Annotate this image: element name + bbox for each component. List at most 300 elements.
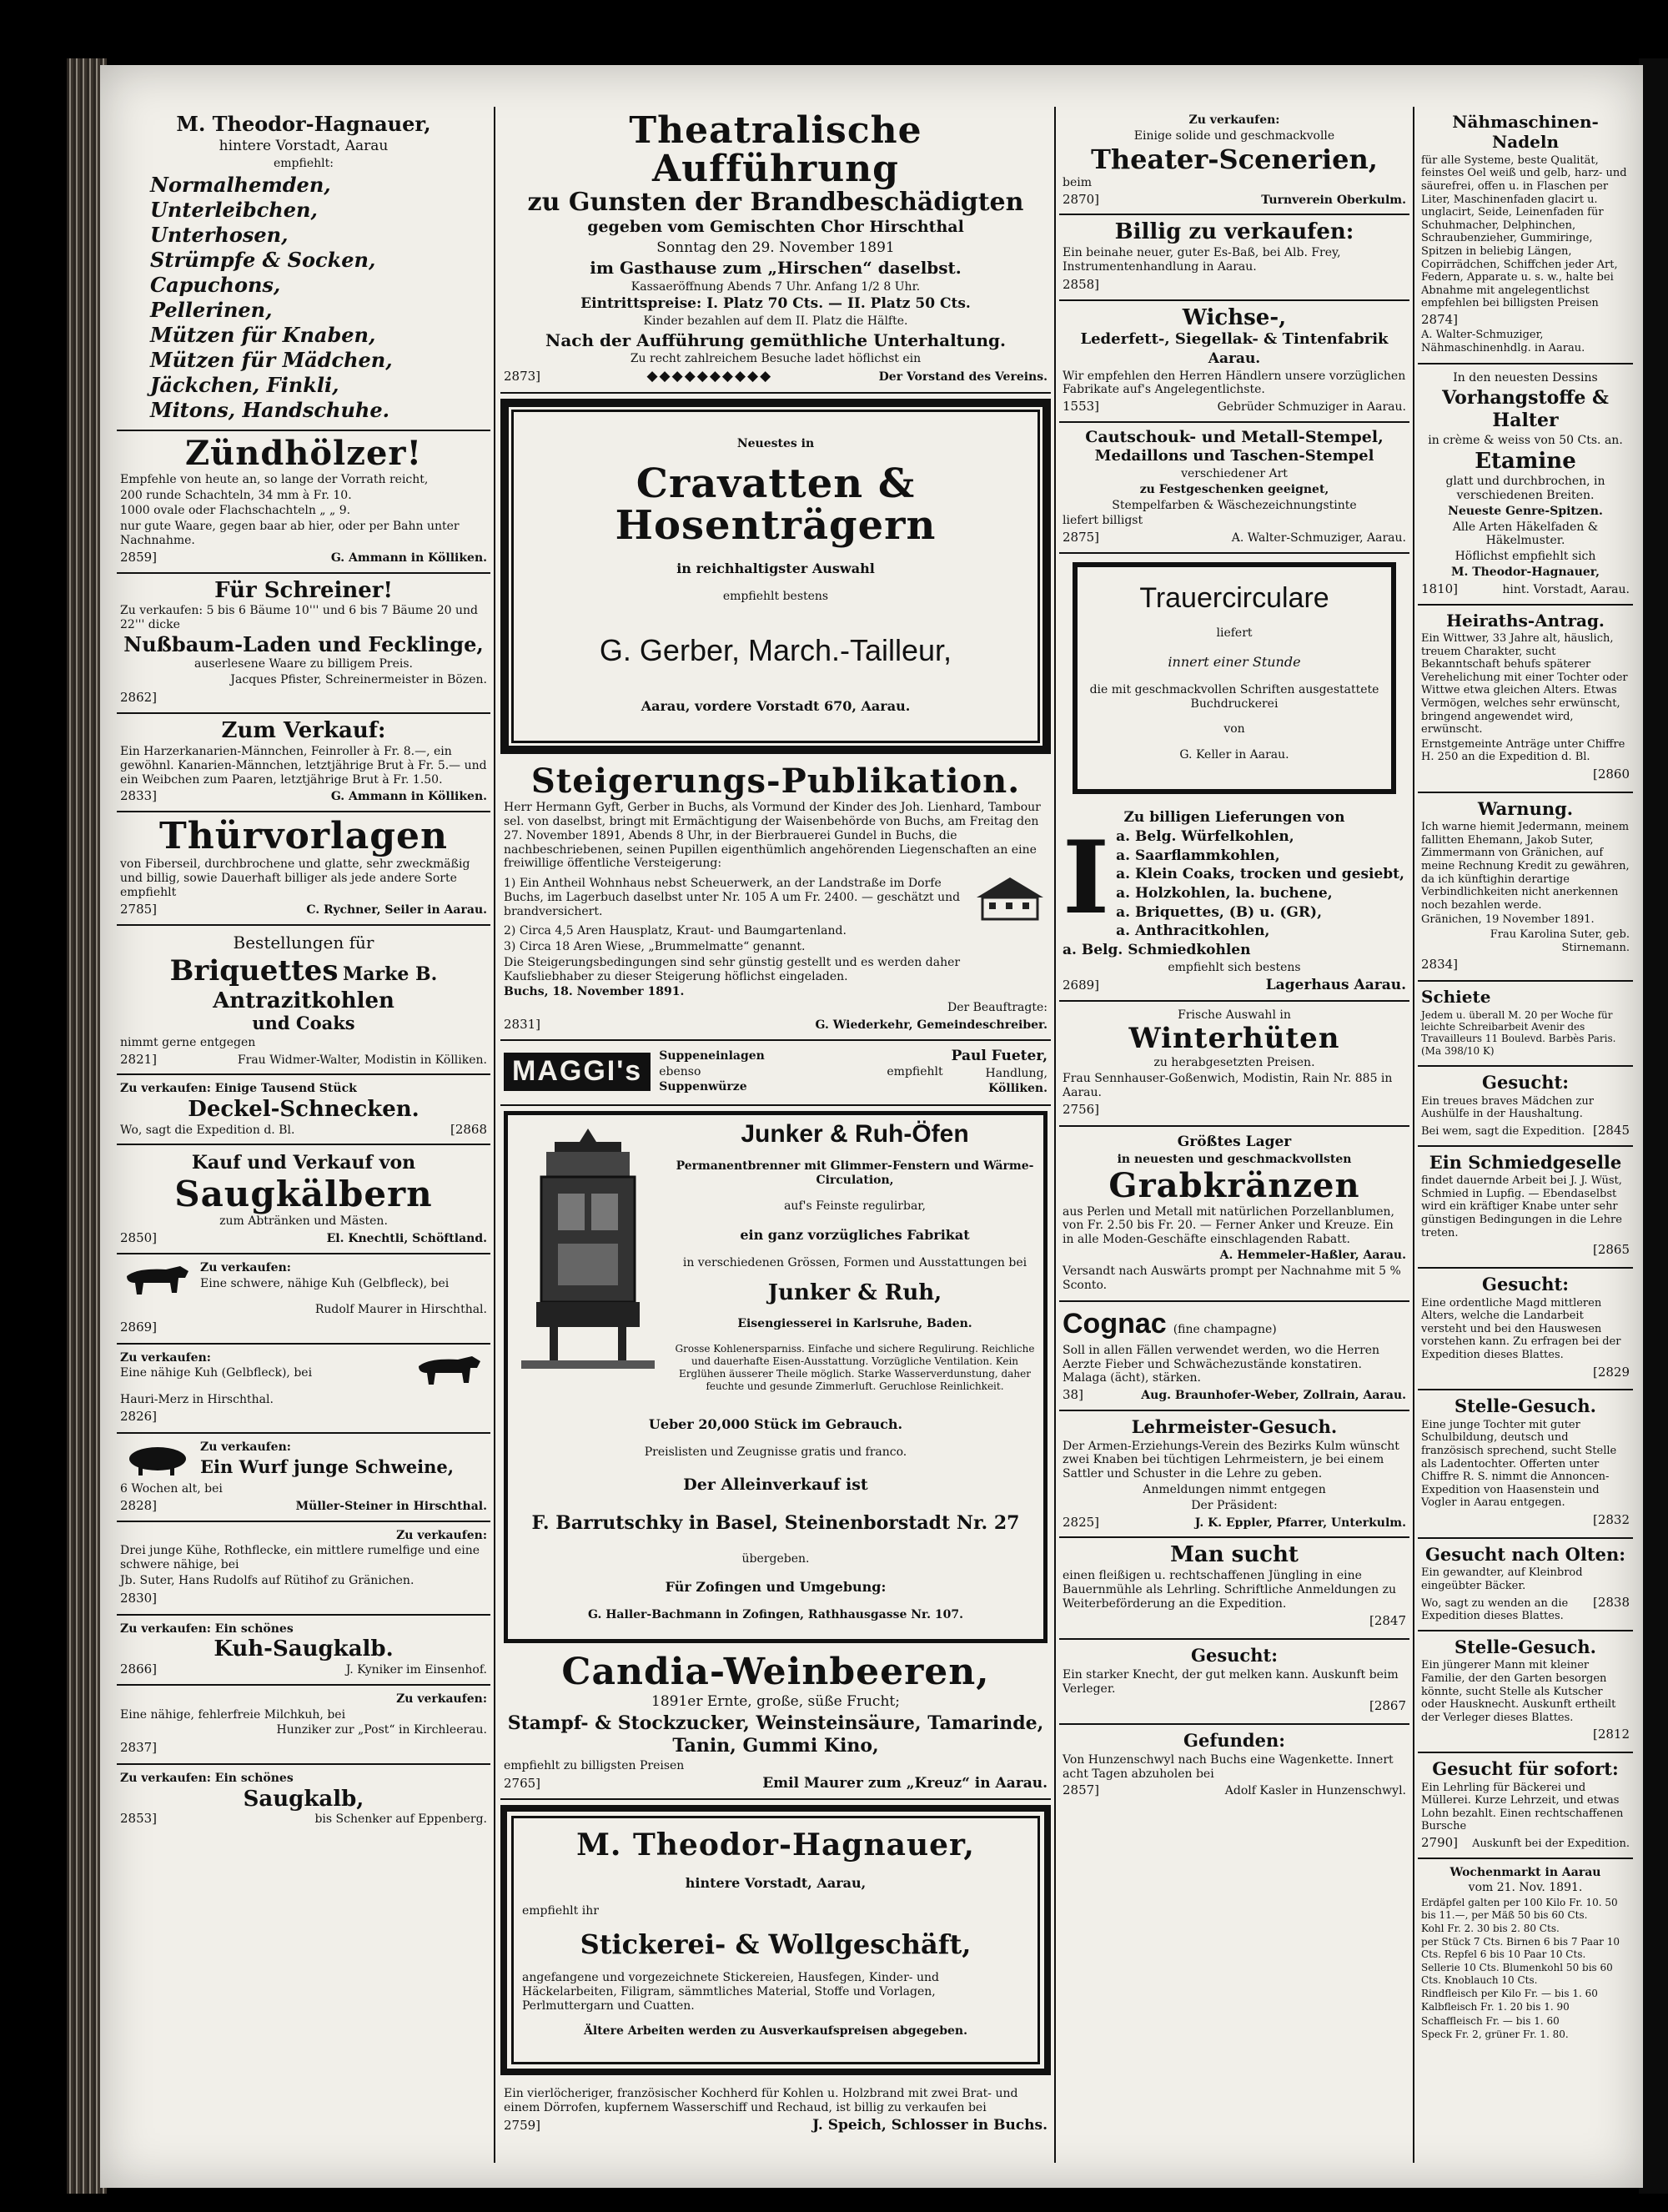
ad-number: 2870] [1063, 191, 1100, 207]
ad-text: 2) Circa 4,5 Aren Hausplatz, Kraut- und Baumgartenland. [504, 924, 847, 938]
ad-text: die mit geschmackvollen Schriften ausgestattete Buchdruckerei [1089, 682, 1379, 711]
ad-signature: G. Wiederkehr, Gemeindeschreiber. [815, 1018, 1048, 1033]
ad-thuervorlagen [117, 812, 490, 925]
ad-headline: Stickerei- & Wollgeschäft, [580, 1928, 972, 1960]
ad-title: M. Theodor-Hagnauer, [576, 1827, 975, 1863]
ad-text: Suppenwürze [659, 1080, 747, 1094]
ad-text: Permanentbrenner mit Glimmer-Fenstern und Wärme-Circulation, [676, 1159, 1034, 1187]
ad-stelle-gesuch [1418, 1390, 1633, 1539]
ad-text: Eine ordentliche Magd mittleren Alters, welche die Landarbeit versteht und bei den Hauswesen vorstehen kann. Zu erfragen bei der Expedition dieses Blattes. [1421, 1296, 1621, 1361]
column-2 [500, 107, 1051, 2163]
ad-text: Ein Lehrling für Bäckerei und Müllerei. Kurze Lehrzeit, und etwas Lohn bezahlt. Einen rechtschaffenen Bursche [1421, 1781, 1624, 1833]
ad-text: zu Festgeschenken geeignet, [1139, 482, 1329, 496]
ad-text: ebenso [659, 1064, 701, 1078]
ad-lehrmeister [1059, 1411, 1409, 1538]
ad-text: Ich warne hiemit Jedermann, meinem fallitten Ehemann, Jakob Suter, Zimmermann von Gränichen, auf meine Rechnung Kredit zu gewähren, da ich künftighin derartige Verbindlichkeiten nicht anerkennen noch bezahlen werde. [1421, 821, 1630, 912]
ad-text: Der Alleinverkauf ist [683, 1475, 868, 1494]
ad-text: nur gute Waare, gegen baar ab hier, oder per Bahn unter Nachnahme. [120, 520, 460, 547]
ad-number: 2833] [120, 788, 158, 804]
ad-winterhueten [1059, 1002, 1409, 1127]
ad-text: in neuesten und geschmackvollsten [1117, 1152, 1352, 1166]
ad-title: Steigerungs-Publikation. [530, 762, 1021, 802]
ad-number: 2821] [120, 1051, 158, 1067]
ad-text: Zu verkaufen: [396, 1692, 487, 1706]
ad-title: Junker & Ruh-Öfen [741, 1120, 969, 1149]
ad-theater: Theatralische Aufführung zu Gunsten der Brandbeschädigten gegeben vom Gemischten Chor Hirschthal Sonntag den 29. November 1891 im Gasthause zum „Hirschen“ daselbst. Kassaeröffnung Abends 7 Uhr. Anfang 1/2 8 Uhr. Eintrittspreise: I. Platz 70 Cts. — II. Platz 50 Cts. Kinder bezahlen auf dem II. Platz die Hälfte. Nach der Aufführung gemüthliche Unterhaltung. Zu recht zahlreichem Besuche ladet höflichst ein 2873] ◆◆◆◆◆◆◆◆◆◆ Der Vorstand des Vereins. [500, 107, 1051, 394]
ad-text: Wo, sagt die Expedition d. Bl. [120, 1123, 295, 1137]
maggi-logo: MAGGI's [504, 1053, 651, 1090]
ad-headline: Medaillons und Taschen-Stempel [1094, 447, 1374, 465]
ad-title: Schiete [1421, 986, 1491, 1007]
ad-text: Jedem u. überall M. 20 per Woche für leichte Schreibarbeit Avenir des Travailleurs 11 Boulevd. Barbès Paris. (Ma 398/10 K) [1421, 1008, 1616, 1057]
ad-signature: Hunziker zur „Post“ in Kirchleerau. [276, 1723, 487, 1737]
list-item: Mützen für Knaben, [150, 322, 376, 347]
ad-number: 1553] [1063, 399, 1100, 415]
ad-text: Alle Arten Häkelfaden & Häkelmuster. [1452, 520, 1599, 548]
ad-stelle-gesuch-2 [1418, 1631, 1633, 1753]
ad-man-sucht [1059, 1538, 1409, 1640]
ad-number: 2828] [120, 1497, 158, 1513]
ad-trauercirculare [1073, 562, 1396, 794]
ad-text: auf's Feinste regulirbar, [784, 1199, 926, 1213]
ad-title: Gesucht für sofort: [1432, 1758, 1619, 1780]
ad-number: 2689] [1063, 977, 1100, 993]
ad-title: Saugkälbern [174, 1174, 433, 1215]
ad-text: Zu verkaufen: [120, 1350, 211, 1365]
ad-text: Ein Harzerkanarien-Männchen, Feinroller à Fr. 8.—, ein gewöhnl. Kanarien-Männchen, letztjährige Brut à Fr. 5.— und ein Weibchen zum Paaren, letztjährige Brut à Fr. 1.50. [120, 745, 487, 787]
ad-text: Ein treues braves Mädchen zur Aushülfe in der Haushaltung. [1421, 1094, 1594, 1121]
ad-signature: A. Walter-Schmuziger, Nähmaschinenhdlg. in Aarau. [1421, 329, 1585, 354]
list-item: Kalbfleisch Fr. 1. 20 bis 1. 90 [1421, 2001, 1570, 2013]
ad-title: Gefunden: [1183, 1730, 1285, 1752]
ad-headline: und Coaks [252, 1013, 355, 1034]
ad-signature: Lagerhaus Aarau. [1265, 976, 1406, 993]
ad-gefunden [1059, 1725, 1409, 1805]
ad-text: ein ganz vorzügliches Fabrikat [740, 1226, 970, 1243]
ad-signature: C. Rychner, Seiler in Aarau. [306, 902, 487, 917]
ad-text: 1000 ovale oder Flachschachteln „ „ 9. [120, 504, 351, 518]
ad-number: 2866] [120, 1661, 158, 1677]
ad-date: Buchs, 18. November 1891. [504, 985, 685, 999]
ad-text: Eine nähige Kuh (Gelbfleck), bei [120, 1366, 313, 1380]
ad-text: von Fiberseil, durchbrochene und glatte, sehr zweckmäßig und billig, sowie Dauerhaft billiger als jede andere Sorte empfiehlt [120, 857, 470, 900]
ad-signature: Frau Widmer-Walter, Modistin in Kölliken. [237, 1053, 487, 1067]
ad-zuendhoelzer [117, 431, 490, 574]
ad-number: 2853] [120, 1811, 158, 1827]
ad-text: findet dauernde Arbeit bei J. J. Wüst, Schmied in Lupfig. — Ebendaselbst wird ein kräftiger Knabe unter sehr günstigen Bedingungen in die Lehre treten. [1421, 1174, 1622, 1239]
ad-signature: Jb. Suter, Hans Rudolfs auf Rütihof zu Gränichen. [120, 1574, 414, 1588]
ad-text: auserlesene Waare zu billigem Preis. [193, 657, 413, 671]
ad-text: Der Beauftragte: [947, 1001, 1048, 1015]
list-item: Strümpfe & Socken, [150, 247, 376, 272]
ad-text: 200 runde Schachteln, 34 mm à Fr. 10. [120, 488, 352, 502]
ad-headline: Ein Wurf junge Schweine, [200, 1455, 455, 1477]
ad-cognac [1059, 1302, 1409, 1411]
ad-title: Saugkalb, [243, 1786, 364, 1812]
list-item: per Stück 7 Cts. Birnen 6 bis 7 Paar 10 Cts. Repfel 6 bis 10 Paar 10 Cts. [1421, 1936, 1620, 1960]
list-item: Capuchons, [150, 272, 281, 297]
ad-gesucht-olten [1418, 1539, 1633, 1631]
ad-number: [2847 [1369, 1613, 1406, 1629]
ad-kuh-2 [117, 1345, 490, 1435]
list-item: Mützen für Mädchen, [150, 347, 393, 372]
page-edge [1639, 58, 1668, 2194]
ad-title: Zum Verkauf: [221, 718, 386, 744]
ad-number: 2869] [120, 1319, 158, 1335]
ad-name: M. Theodor-Hagnauer, [1450, 566, 1600, 580]
ad-text: Wo, sagt zu wenden an die Expedition dieses Blattes. [1421, 1596, 1569, 1623]
ad-title: Gesucht: [1482, 1273, 1569, 1295]
ad-signature: Gebrüder Schmuziger in Aarau. [1217, 400, 1406, 415]
ad-subtitle: zu Gunsten der Brandbeschädigten [527, 188, 1024, 218]
ad-number: 2859] [120, 549, 158, 565]
ad-text: Frische Auswahl in [1178, 1008, 1291, 1023]
ad-saugkalb [117, 1765, 490, 1833]
ad-signature: Frau Karolina Suter, geb. Stirnemann. [1490, 928, 1630, 954]
ad-number: 1810] [1421, 581, 1459, 596]
ad-text: (fine champagne) [1173, 1323, 1277, 1337]
ad-title: Cautschouk- und Metall-Stempel, [1085, 427, 1384, 446]
ad-signature: Hauri-Merz in Hirschthal. [120, 1392, 274, 1406]
ad-text: von [1223, 722, 1245, 736]
ad-name: Paul Fueter, [951, 1047, 1048, 1064]
market-report [1418, 1859, 1633, 2049]
ad-text: In den neuesten Dessins [1453, 371, 1598, 385]
ad-text: in verschiedenen Grössen, Formen und Ausstattungen bei [682, 1255, 1027, 1269]
ad-gerber [500, 399, 1051, 754]
list-item: Erdäpfel galten per 100 Kilo Fr. 10. 50 bis 11.—, per Mäß 50 bis 60 Cts. [1421, 1897, 1618, 1921]
item-list [120, 173, 487, 423]
ad-deckel-schnecken [117, 1075, 490, 1145]
ad-title: M. Theodor-Hagnauer, [176, 112, 431, 136]
ad-milchkuh [117, 1686, 490, 1765]
ad-signature: J. Speich, Schlosser in Buchs. [812, 2116, 1048, 2134]
ad-signature: Der Vorstand des Vereins. [878, 370, 1048, 385]
column-4 [1418, 107, 1633, 2163]
list-item: Unterhosen, [150, 222, 289, 247]
ad-text: Versandt nach Auswärts prompt per Nachnahme mit 5 % Sconto. [1063, 1264, 1401, 1292]
ad-text: Stampf- & Stockzucker, Weinsteinsäure, Tamarinde, Tanin, Gummi Kino, [507, 1712, 1044, 1757]
ad-text: Neueste Genre-Spitzen. [1448, 504, 1603, 518]
ad-title: Thürvorlagen [159, 815, 448, 858]
column-1 [117, 107, 490, 2163]
ad-text: Anmeldungen nimmt entgegen [1143, 1483, 1326, 1497]
ad-text: Kölliken. [988, 1082, 1048, 1096]
ad-signature: A. Hemmeler-Haßler, Aarau. [1219, 1249, 1406, 1262]
house-icon [972, 872, 1048, 923]
ad-text: empfiehlt ihr [522, 1904, 599, 1918]
ad-number: 2830] [120, 1590, 158, 1606]
ad-text: innert einer Stunde [1168, 653, 1301, 670]
ad-number: 38] [1063, 1387, 1083, 1403]
ad-title: Theater-Scenerien, [1091, 143, 1378, 175]
ad-text: empfiehlt: [274, 157, 334, 170]
ad-text: glatt und durchbrochen, in verschiedenen Breiten. [1445, 475, 1605, 503]
list-item: a. Klein Coaks, trocken und gesiebt, [1116, 866, 1404, 883]
ad-number: [2865 [1592, 1242, 1630, 1258]
ad-text: Marke B. [342, 963, 438, 986]
ad-signature: J. Kyniker im Einsenhof. [345, 1662, 487, 1677]
ad-kuehe [117, 1522, 490, 1616]
ad-name: Junker & Ruh, [767, 1280, 942, 1306]
ad-title: Winterhüten [1128, 1022, 1340, 1056]
ad-text: Suppeneinlagen [659, 1048, 765, 1063]
ad-text: Der Armen-Erziehungs-Verein des Bezirks Kulm wünscht zwei Knaben bei tüchtigen Lehrmeistern, je bei einem Sattler und Schuster in die Lehre zu geben. [1063, 1439, 1399, 1481]
ad-text: Ein gewandter, auf Kleinbrod eingeübter Bäcker. [1421, 1566, 1583, 1592]
ad-title: Zu billigen Lieferungen von [1123, 809, 1345, 827]
ad-title: Für Schreiner! [214, 577, 393, 603]
ad-text: aus Perlen und Metall mit natürlichen Porzellanblumen, von Fr. 2.50 bis Fr. 20. — Ferner Anker und Kreuze. Ein in alle Moden-Geschäfte einschlagenden Rabatt. [1063, 1204, 1394, 1247]
ad-text: 6 Wochen alt, bei [120, 1482, 223, 1496]
ad-title: Wichse-, [1182, 305, 1287, 331]
ad-signature: A. Walter-Schmuziger, Aarau. [1231, 531, 1406, 545]
ad-date: vom 21. Nov. 1891. [1468, 1881, 1583, 1895]
ad-text: nimmt gerne entgegen [120, 1035, 256, 1049]
ad-text: Zu recht zahlreichem Besuche ladet höflichst ein [630, 352, 922, 366]
ad-headline: Briquettes [169, 954, 339, 988]
ad-text: Empfehle von heute an, so lange der Vorrath reicht, [120, 472, 429, 486]
ad-text: Für Zofingen und Umgebung: [665, 1579, 887, 1596]
ad-text: Sonntag den 29. November 1891 [656, 239, 895, 256]
ad-text: Eine junge Tochter mit guter Schulbildung, deutsch und französisch sprechend, sucht Stelle als Ladentochter. Offerten unter Chiffre R. S. nimmt die Annoncen-Expedition von Haasenstein und Vogler in Aarau entgegen. [1421, 1418, 1617, 1510]
ad-text: Nach der Aufführung gemüthliche Unterhaltung. [545, 330, 1006, 350]
ad-title: Kuh-Saugkalb. [214, 1636, 394, 1662]
newspaper-page [100, 65, 1643, 2188]
ad-number: 2831] [504, 1017, 541, 1033]
ad-text: Zu verkaufen: [200, 1440, 291, 1455]
ad-address: hintere Vorstadt, Aarau [219, 138, 389, 155]
ad-kuh-saugkalb [117, 1616, 490, 1686]
ad-text: zum Abtränken und Mästen. [219, 1214, 388, 1229]
ad-naehmaschinen [1418, 107, 1633, 364]
ad-title: Stelle-Gesuch. [1454, 1636, 1596, 1657]
list-item: Rindfleisch per Kilo Fr. — bis 1. 60 [1421, 1987, 1598, 1999]
ad-title: Billig zu verkaufen: [1114, 219, 1354, 245]
ad-number: [2829 [1592, 1364, 1630, 1380]
ad-text: empfiehlt bestens [722, 589, 829, 603]
ad-grabkraenze [1059, 1127, 1409, 1302]
cow-icon [120, 1259, 195, 1301]
list-item: Schaffleisch Fr. — bis 1. 60 [1421, 2014, 1560, 2027]
ad-text: Eine schwere, nähige Kuh (Gelbfleck), bei [200, 1276, 450, 1290]
ad-signature: Adolf Kasler in Hunzenschwyl. [1224, 1784, 1406, 1798]
ad-title: Vorhangstoffe & Halter [1442, 387, 1609, 432]
ad-text: Zu verkaufen: 5 bis 6 Bäume 10''' und 6 bis 7 Bäume 20 und 22''' dicke [120, 604, 478, 631]
ad-title: Trauercirculare [1139, 582, 1329, 615]
ad-number: [2838 [1592, 1594, 1630, 1610]
ad-text: Grosse Kohlenersparniss. Einfache und sichere Regulirung. Reichliche und dauerhafte Eisen-Ausstattung. Vorzügliche Ventilation. Kein Erglühen äusserer Theile möglich. Starke Wasserverdunstung, daher feuchte und gesunde Zimmerluft. Geruchlose Reinlichkeit. [675, 1342, 1035, 1392]
ad-saugkaelbern [117, 1145, 490, 1254]
ad-text: Ernstgemeinte Anträge unter Chiffre H. 250 an die Expedition d. Bl. [1421, 737, 1625, 764]
ad-number: 2873] [504, 369, 541, 385]
list-item: Sellerie 10 Cts. Blumenkohl 50 bis 60 Cts. Knoblauch 10 Cts. [1421, 1962, 1613, 1986]
ad-candia [500, 1648, 1051, 1800]
ad-title: Cravatten & Hosenträgern [615, 460, 937, 550]
ad-title: Gesucht: [1482, 1072, 1569, 1093]
pig-icon [120, 1439, 195, 1481]
ad-text: Zu verkaufen: Ein schönes [120, 1621, 294, 1636]
list-item: Pellerinen, [150, 297, 273, 322]
ad-number: 2834] [1421, 957, 1459, 973]
ad-number: 2825] [1063, 1514, 1100, 1530]
ad-title: Man sucht [1170, 1542, 1299, 1568]
ad-wichse [1059, 301, 1409, 423]
ad-text: Preislisten und Zeugnisse gratis und franco. [644, 1445, 907, 1459]
column-rule [1054, 107, 1056, 2163]
ad-title: Gesucht nach Olten: [1424, 1543, 1626, 1565]
ad-number: [2860 [1592, 766, 1630, 782]
ad-address: Aarau, vordere Vorstadt 670, Aarau. [641, 698, 911, 715]
ad-number: 2862] [120, 689, 158, 705]
ad-text: gegeben vom Gemischten Chor Hirschthal [587, 218, 964, 237]
ad-gesucht-maedchen [1418, 1067, 1633, 1146]
ad-title: Ein Schmiedgeselle [1429, 1151, 1622, 1173]
ad-signature: El. Knechtli, Schöftland. [326, 1232, 487, 1246]
ad-title: Candia-Weinbeeren, [561, 1651, 990, 1694]
ad-junker-ruh [504, 1111, 1048, 1643]
ad-steigerung [500, 759, 1051, 1041]
ad-text: Eine nähige, fehlerfreie Milchkuh, bei [120, 1707, 346, 1722]
ad-text: Ein vierlöcheriger, französischer Kochherd für Kohlen u. Holzbrand mit zwei Brat- und einem Dörrofen, kupfernem Wasserschiff und Rechaud, ist billig zu verkaufen bei [504, 2087, 1018, 2115]
ad-text: Handlung, [985, 1066, 1048, 1080]
ad-title: Zündhölzer! [184, 433, 423, 473]
ad-signature: Auskunft bei der Expedition. [1472, 1837, 1630, 1851]
ad-signature: Müller-Steiner in Hirschthal. [295, 1499, 487, 1513]
ad-theater-scenerien [1059, 107, 1409, 215]
list-item: a. Belg. Würfelkohlen, [1116, 827, 1294, 845]
list-item: a. Briquettes, (B) u. (GR), [1116, 903, 1322, 921]
ad-text: in reichhaltigster Auswahl [676, 560, 875, 576]
ad-text: Eintrittspreise: I. Platz 70 Cts. — II. Platz 50 Cts. [580, 295, 971, 313]
ad-text: Zu verkaufen: [1188, 113, 1280, 127]
ad-text: zu herabgesetzten Preisen. [1153, 1055, 1315, 1069]
ad-warnung [1418, 793, 1633, 982]
ad-schweine [117, 1434, 490, 1522]
ad-text: empfiehlt zu billigsten Preisen [504, 1758, 685, 1772]
ad-text: Neuestes in [736, 436, 815, 450]
ad-signature: Emil Maurer zum „Kreuz“ in Aarau. [762, 1774, 1048, 1792]
ad-signature: Turnverein Oberkulm. [1261, 193, 1406, 207]
ad-number: [2845 [1592, 1123, 1630, 1139]
ad-text: Wir empfehlen den Herren Händlern unsere vorzüglichen Fabrikate auf's Angelegentlichste. [1063, 369, 1406, 397]
ad-text: Eisengiesserei in Karlsruhe, Baden. [737, 1316, 972, 1330]
ad-text: Zu verkaufen: Ein schönes [120, 1771, 294, 1785]
ad-signature: G. Keller in Aarau. [1179, 748, 1289, 762]
ad-title: Lehrmeister-Gesuch. [1131, 1416, 1338, 1438]
ad-text: Ein jüngerer Mann mit kleiner Familie, der den Garten besorgen könnte, sucht Stelle als Kutscher oder Hausknecht. Auskunft ertheilt der Verleger dieses Blattes. [1421, 1659, 1616, 1724]
ad-number: 2850] [120, 1230, 158, 1246]
ad-number: [2867 [1369, 1698, 1406, 1714]
list-item: a. Holzkohlen, la. buchene, [1116, 885, 1333, 902]
ad-text: übergeben. [741, 1551, 810, 1566]
ad-text: Soll in allen Fällen verwendet werden, wo die Herren Aerzte Fieber und Schwächezustände konstatiren. Malaga (ächt), stärken. [1063, 1343, 1380, 1385]
ad-number: 2857] [1063, 1782, 1100, 1798]
ad-text: Ein beinahe neuer, guter Es-Baß, bei Alb. Frey, Instrumentenhandlung in Aarau. [1063, 245, 1341, 274]
ad-number: 2790] [1421, 1835, 1459, 1851]
list-item: Speck Fr. 2, grüner Fr. 1. 80. [1421, 2029, 1569, 2041]
ad-signature: J. K. Eppler, Pfarrer, Unterkulm. [1194, 1516, 1406, 1530]
ad-signature: Rudolf Maurer in Hirschthal. [314, 1303, 487, 1316]
ad-text: in crème & weiss von 50 Cts. an. [1428, 433, 1623, 447]
ad-headline: Etamine [1475, 448, 1576, 474]
ad-name: F. Barrutschky in Basel, Steinenborstadt Nr. 27 [531, 1511, 1020, 1534]
ad-date: Gränichen, 19 November 1891. [1421, 913, 1595, 927]
ad-text: Herr Hermann Gyft, Gerber in Buchs, als Vormund der Kinder des Joh. Lienhard, Tambour sel. von daselbst, bringt mit Ermächtigung der Waisenbehörde von Buchs, am Freitag den 27. November 1891, Abends 8 Uhr, in der Bierbrauerei Gundel in Buchs, die nachbeschriebenen, seinen Pupillen eigenthümlich angehörenden Liegenschaften an eine freiwillige öffentliche Versteigerung: [504, 801, 1041, 871]
column-3 [1059, 107, 1409, 2163]
ad-text: im Gasthause zum „Hirschen“ daselbst. [590, 258, 962, 279]
ad-text: Der Präsident: [1191, 1498, 1278, 1512]
ad-title: Stelle-Gesuch. [1454, 1395, 1596, 1417]
ad-text: G. Haller-Bachmann in Zofingen, Rathhausgasse Nr. 107. [588, 1608, 963, 1622]
ad-title: Cognac [1063, 1308, 1167, 1340]
ad-title: Theatralische Aufführung [629, 109, 922, 191]
ad-text: 1891er Ernte, große, süße Frucht; [651, 1693, 900, 1711]
ad-signature: G. Ammann in Kölliken. [330, 550, 487, 565]
ad-schreiner [117, 574, 490, 715]
ad-headline: Antrazitkohlen [213, 988, 394, 1013]
ad-text: Drei junge Kühe, Rothflecke, ein mittlere rumelfige und eine schwere nähige, bei [120, 1544, 480, 1572]
ad-gesucht-sofort [1418, 1753, 1633, 1859]
ad-text: Zu verkaufen: [396, 1528, 487, 1542]
list-item: a. Anthracitkohlen, [1116, 923, 1270, 940]
ad-text: Von Hunzenschwyl nach Buchs eine Wagenkette. Innert acht Tagen abzuholen bei [1063, 1752, 1394, 1781]
ad-number: 2858] [1063, 276, 1100, 292]
ad-text: Bestellungen für [233, 932, 374, 953]
ad-address: hintere Vorstadt, Aarau, [685, 1875, 867, 1892]
ad-text: liefert [1216, 626, 1253, 641]
ad-billig [1059, 215, 1409, 301]
ad-signature: G. Ammann in Kölliken. [330, 790, 487, 804]
ad-name: G. Gerber, March.-Tailleur, [599, 633, 952, 668]
ad-schiete [1418, 982, 1633, 1067]
ad-text: Bei wem, sagt die Expedition. [1421, 1125, 1585, 1139]
ad-text: Ein Wittwer, 33 Jahre alt, häuslich, treuem Charakter, sucht Bekanntschaft behufs späterer Verehelichung mit einer Tochter oder Wittwe etwa gleichen Alters. Etwas Vermögen, welches sehr erwünscht, bringend angewendet wird, erwünscht. [1421, 632, 1628, 736]
ad-kohlen [1059, 802, 1409, 1002]
ad-title: Heiraths-Antrag. [1446, 610, 1605, 631]
ad-number: 2875] [1063, 530, 1100, 545]
ad-signature: Jacques Pfister, Schreinermeister in Bözen. [230, 672, 487, 686]
ad-text: Größtes Lager [1177, 1134, 1292, 1151]
ad-text: Die Steigerungsbedingungen sind sehr günstig gestellt und es werden daher Kaufsliebhaber zu dieser Steigerung höflichst eingeladen. [504, 955, 961, 983]
list-item: Jäckchen, Finkli, [150, 372, 339, 397]
ad-zum-verkauf [117, 714, 490, 812]
ad-text: einen fleißigen u. rechtschaffenen Jüngling in eine Bauernmühle als Lehrling. Schriftliche Anmeldungen zu Weiterbeförderung an die Expedition. [1063, 1569, 1396, 1611]
ad-text: empfiehlt [887, 1064, 943, 1078]
ad-text: Einige solide und geschmackvolle [1133, 128, 1335, 143]
list-item: Mitons, Handschuhe. [150, 397, 390, 422]
ad-headline: Lederfett-, Siegellak- & Tintenfabrik [1080, 329, 1389, 348]
ad-gesucht-magd [1418, 1269, 1633, 1390]
ad-title: Grabkränzen [1108, 1165, 1360, 1205]
list-item: a. Belg. Schmiedkohlen [1063, 942, 1251, 959]
ad-address: hint. Vorstadt, Aarau. [1502, 582, 1630, 596]
stove-illustration [513, 1127, 663, 1377]
ad-number: 2759] [504, 2117, 541, 2133]
ad-text: Zu verkaufen: Einige Tausend Stück [120, 1082, 357, 1096]
ad-kochherd [500, 2080, 1051, 2140]
cow-icon [412, 1350, 487, 1391]
ad-text: Ueber 20,000 Stück im Gebrauch. [648, 1415, 903, 1432]
ad-text: 1) Ein Antheil Wohnhaus nebst Scheuerwerk, an der Landstraße im Dorfe Buchs, im Lagerbuch daselbst unter Nr. 105 A um Fr. 2400. — geschätzt und brandversichert. [504, 877, 961, 918]
ad-number: [2868 [450, 1121, 487, 1137]
ad-number: [2832 [1592, 1512, 1630, 1528]
list-item: Kohl Fr. 2. 30 bis 2. 80 Cts. [1421, 1923, 1560, 1935]
list-item: a. Saarflammkohlen, [1116, 847, 1280, 864]
ad-signature: bis Schenker auf Eppenberg. [314, 1812, 487, 1827]
ad-hagnauer [117, 107, 490, 431]
ornamental-initial: I [1063, 818, 1110, 937]
ad-text: liefert billigst [1063, 514, 1143, 528]
